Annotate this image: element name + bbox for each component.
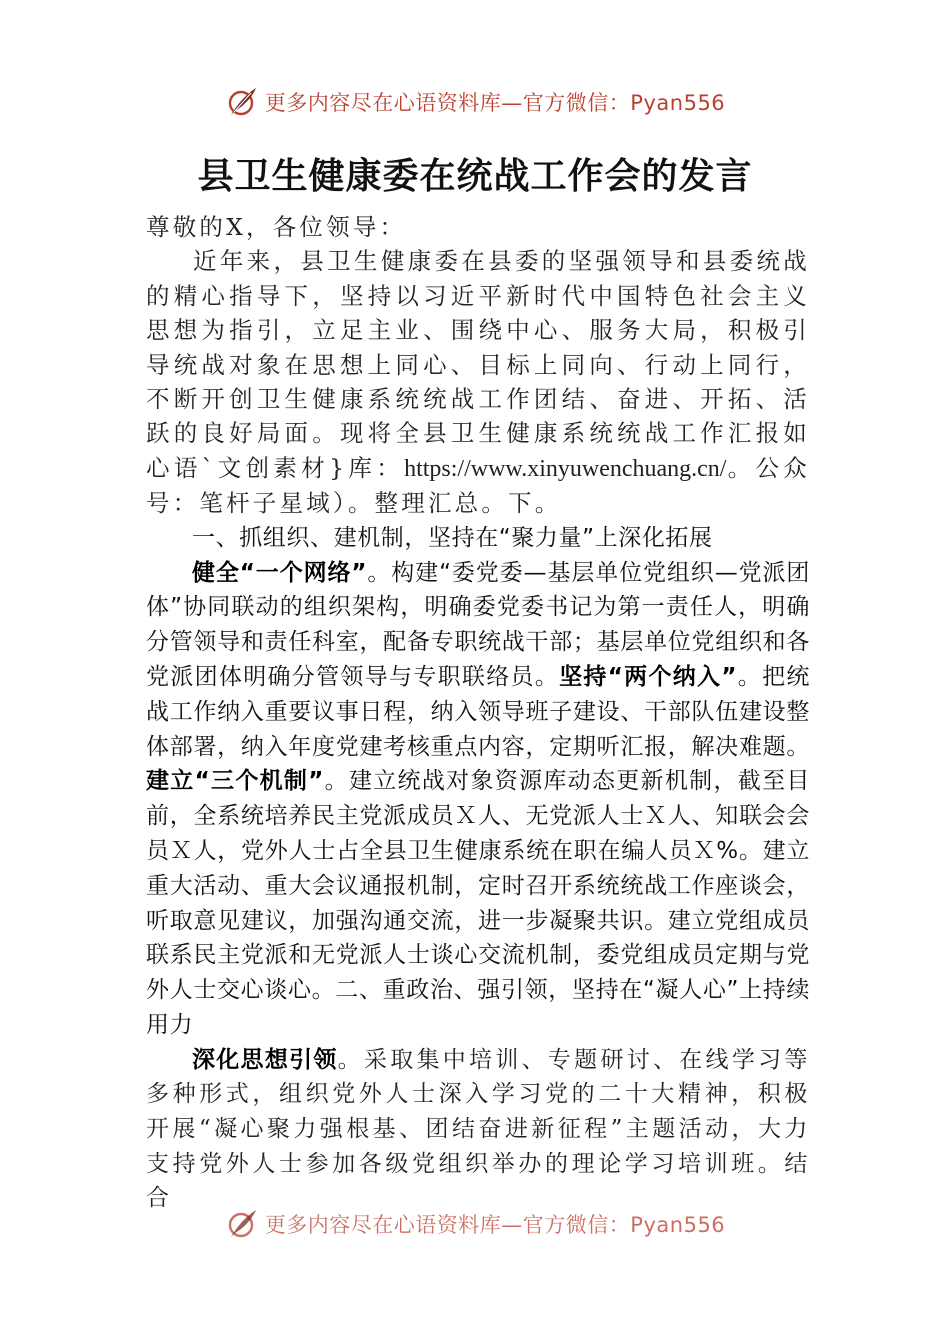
document-title: 县卫生健康委在统战工作会的发言 <box>197 155 753 197</box>
intro-text: 近年来，县卫生健康委在县委的坚强领导和县委统战的精心指导下，坚持以习近平新时代中国特色社会主义思想为指引，立足主业、围绕中心、服务大局，积极引导统战对象在思想上同心、目标上同向、行动上同行，不断开创卫生健康系统统战工作团结、奋进、开拓、活跃的良好局面。现将全县卫生健康系统统战工作汇报如心语`文创素材}库： <box>146 247 810 482</box>
bold-phrase: 建立“三个机制” <box>146 768 324 795</box>
banner-text: 更多内容尽在心语资料库—官方微信：Pyan556 <box>264 91 726 115</box>
paragraph-text: 。构建“委党委—基层单位党组织—党派团体”协同联动的组织架构，明确委党委书记为第一责任人，明确分管领导和责任科室，配备专职统战干部；基层单位党组织和各党派团体明确分管领导与专职联络员。 <box>146 559 810 691</box>
salutation: 尊敬的X，各位领导： <box>146 213 407 241</box>
paragraph-text: 。采取集中培训、专题研讨、在线学习等多种形式，组织党外人士深入学习党的二十大精神，积极开展“凝心聚力强根基、团结奋进新征程”主题活动，大力支持党外人士参加各级党组织举办的理论学习培训班。结合 <box>146 1046 810 1212</box>
intro-paragraph <box>146 244 810 520</box>
feather-logo-icon <box>225 85 259 119</box>
bold-phrase: 坚持“两个纳入” <box>559 664 738 691</box>
section1-paragraph <box>146 556 810 1043</box>
intro-text-end: 。公众号：笔杆子星域）。整理汇总。下。 <box>146 453 810 518</box>
section2-paragraph <box>146 1043 810 1216</box>
intro-url: https://www.xinyuwenchuang.cn/ <box>404 455 727 482</box>
paragraph-text: 。把统战工作纳入重要议事日程，纳入领导班子建设、干部队伍建设整体部署，纳入年度党建考核重点内容，定期听汇报，解决难题。 <box>146 664 810 760</box>
footer-banner <box>0 1204 950 1244</box>
bold-phrase: 健全“一个网络” <box>192 559 368 586</box>
feather-logo-icon <box>225 1207 259 1241</box>
banner-text: 更多内容尽在心语资料库—官方微信：Pyan556 <box>264 1213 726 1237</box>
bold-phrase: 深化思想引领 <box>192 1046 338 1073</box>
paragraph-text: 。建立统战对象资源库动态更新机制，截至目前，全系统培养民主党派成员Ｘ人、无党派人士Ｘ人、知联会会员Ｘ人，党外人士占全县卫生健康系统在职在编人员Ｘ%。建立重大活动、重大会议通报机制，定时召开系统统战工作座谈会，听取意见建议，加强沟通交流，进一步凝聚共识。建立党组成员联系民主党派和无党派人士谈心交流机制，委党组成员定期与党外人士交心谈心。二、重政治、强引领，坚持在“凝人心”上持续用力 <box>146 768 810 1039</box>
section-heading-1: 一、抓组织、建机制，坚持在“聚力量”上深化拓展 <box>192 524 713 551</box>
document-body <box>146 210 810 1216</box>
header-banner <box>0 82 950 122</box>
